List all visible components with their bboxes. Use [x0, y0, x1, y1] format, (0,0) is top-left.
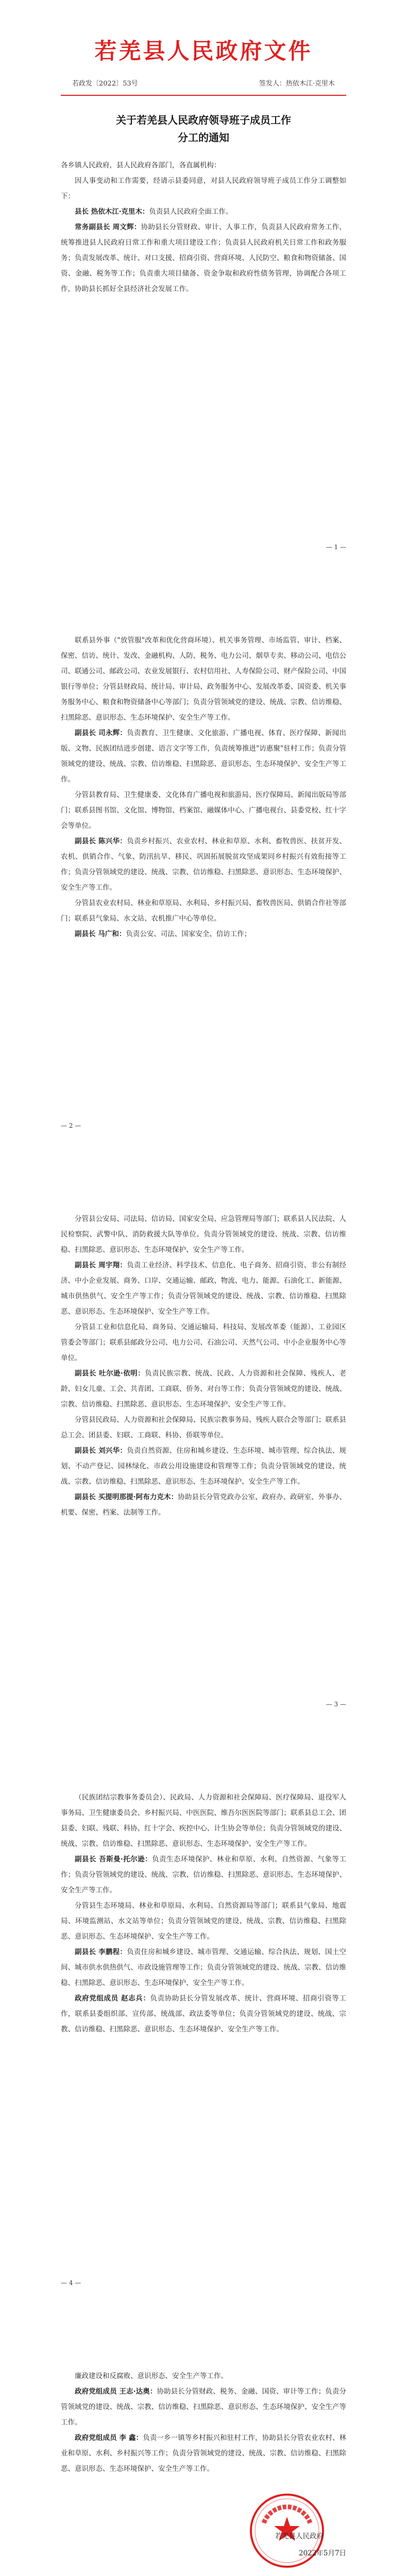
paragraph	[61, 2368, 346, 2384]
paragraph-text: （民族团结宗教事务委员会）、民政局、人力资源和社会保障局、医疗保障局、退役军人事务局、卫生健康委员会、乡村振兴局、中医医院、维吾尔医医院等部门；联系县总工会、团县委、妇联、残联、科协、红十字会、疾控中心、计生协会等单位；负责分管领域党的建设、统战、宗教、信访维稳、扫黑除恶、意识形态、生态环境保护、安全生产等工作。	[61, 1793, 346, 1848]
paragraph	[61, 1258, 346, 1319]
paragraph	[61, 2430, 346, 2477]
paragraph-lead: 副县长 买提明那提·阿布力克木：	[75, 1493, 178, 1501]
paragraph-text: 负责工业经济、科学技术、信息化、电子商务、招商引资、非公有制经济、中小企业发展、商务、口岸、交通运输、邮政、物流、电力、能源、石油化工、新能源、城市供热供气、安全生产等工作；负责分管领域党的建设、统战、宗教、信访维稳、扫黑除恶、意识形态、生态环境保护、安全生产等工作。	[61, 1261, 347, 1316]
paragraph-text: 负责县人民政府全面工作。	[149, 208, 233, 216]
page-number: — 2 —	[61, 1122, 81, 1129]
paragraph-text: 分管县农业农村局、林业和草原局、水利局、乡村振兴局、畜牧兽医局、供销合作社等部门；联系县气象局、水文站、农机推广中心等单位。	[61, 899, 346, 923]
paragraph	[61, 204, 346, 219]
paragraph	[61, 1319, 346, 1366]
paragraph-text: 分管县民政局、人力资源和社会保障局、民族宗教事务局、残疾人联合会等部门；联系县总工会、团县委、妇联、工商联、科协、侨联等单位。	[61, 1416, 346, 1439]
paragraph-text: 负责住房和城乡建设、城市管理、交通运输、综合执法、规划、国土空间、城市供水供热供气、市政设施管理等工作；负责分管领域党的建设、统战、宗教、信访维稳、扫黑除恶、意识形态、生态环境保护、安全生产等工作。	[61, 1948, 347, 1987]
paragraph	[61, 2384, 346, 2430]
paragraph-text: 廉政建设和反腐败、意识形态、安全生产等工作。	[75, 2372, 228, 2380]
paragraph-text: 协助县长分管财政、税务、金融、国资、审计等工作；负责分管领域党的建设、统战、宗教、信访维稳、扫黑除恶、意识形态、生态环境保护、安全生产等工作。	[61, 2387, 346, 2427]
paragraph	[61, 633, 346, 725]
paragraph-lead: 副县长 司永辉：	[75, 729, 127, 737]
paragraph-text: 负责教育、卫生健康、文化旅游、广播电视、体育、医疗保障、新闻出版、文物、民族团结进步创建、语言文字等工作，负责统筹推进"访惠聚"驻村工作；负责分管领域党的建设、统战、宗教、信访维稳、扫黑除恶、意识形态、生态环境保护、安全生产等工作。	[61, 729, 347, 784]
document-number: 若政发〔2022〕53号	[72, 80, 138, 88]
page-number: — 3 —	[326, 1701, 346, 1708]
document-signer: 签发人：热依木江·克里木	[259, 80, 335, 88]
paragraph-lead: 副县长 吐尔逊·依明：	[75, 1369, 145, 1378]
page-5	[0, 2314, 407, 2576]
paragraph	[61, 1211, 346, 1258]
paragraph	[61, 1852, 346, 1898]
paragraph-lead: 政府党组成员 赵志兵：	[75, 1994, 150, 2003]
paragraph-lead: 副县长 马广和：	[75, 930, 126, 938]
paragraph	[61, 158, 346, 173]
page-1-body	[61, 158, 346, 297]
document-header-title: 若羌县人民政府文件	[94, 39, 313, 64]
page-3	[0, 1157, 407, 1736]
page-2-body	[61, 579, 346, 942]
paragraph-text: 负责公安、司法、国家安全、信访工作；	[126, 930, 251, 938]
paragraph-lead: 副县长 周宇翔：	[75, 1261, 127, 1269]
paragraph-text: 分管县生态环境局、林业和草原局、水利局、自然资源局等部门；联系县气象局、地震局、环境监测站、水文站等单位；负责分管领域党的建设、统战、宗教、信访维稳、扫黑除恶、意识形态、生态环境保护、安全生产等工作。	[61, 1902, 346, 1941]
paragraph	[61, 1366, 346, 1412]
paragraph	[61, 173, 346, 204]
paragraph	[61, 1790, 346, 1852]
page-number: — 4 —	[61, 2279, 81, 2286]
paragraph	[61, 834, 346, 895]
paragraph	[61, 725, 346, 787]
paragraph-lead: 政府党组成员 李 鑫：	[75, 2434, 143, 2442]
document-meta	[61, 78, 346, 88]
paragraph	[61, 1991, 346, 2037]
paragraph	[61, 1412, 346, 1443]
paragraph	[61, 895, 346, 926]
paragraph-text: 分管县教育局、卫生健康委、文化体育广播电视和旅游局、医疗保障局、新闻出版局等部门；联系县图书馆、文化馆、博物馆、档案馆、融媒体中心、广播电视台、县委党校、红十字会等单位。	[61, 791, 346, 830]
paragraph-text: 负责生态环境保护、林业和草原、水利、自然资源、气象等工作；负责分管领域党的建设、统战、宗教、信访维稳、扫黑除恶、意识形态、生态环境保护、安全生产等工作。	[61, 1855, 347, 1894]
paragraph-text: 分管县工业和信息化局、商务局、交通运输局、科技局、发展改革委（能源）、工业园区管委会等部门；联系县邮政分公司、电力公司、石油公司、天然气公司、中小企业服务中心等单位。	[61, 1323, 346, 1362]
paragraph	[61, 1489, 346, 1520]
document-title: 关于若羌县人民政府领导班子成员工作 分工的通知	[116, 114, 291, 144]
paragraph-text: 因人事变动和工作需要，经请示县委同意，对县人民政府领导班子成员工作分工调整如下：	[61, 177, 346, 200]
paragraph-text: 各乡镇人民政府，县人民政府各部门，各直属机构：	[61, 161, 221, 170]
paragraph	[61, 1443, 346, 1489]
paragraph-lead: 常务副县长 周文辉：	[75, 223, 141, 231]
page-5-body	[61, 2314, 346, 2477]
paragraph-text: 负责乡村振兴、农业农村、林业和草原、水利、畜牧兽医、扶贫开发、农机、供销合作、气象、防汛抗旱、移民、巩固拓展脱贫攻坚成果同乡村振兴有效衔接等工作；负责分管领域党的建设、统战、宗教、信访维稳、扫黑除恶、意识形态、生态环境保护、安全生产等工作。	[61, 837, 347, 892]
paragraph-lead: 副县长 李鹏程：	[75, 1948, 127, 1956]
paragraph	[61, 1898, 346, 1944]
paragraph-text: 联系县外事（"放管服"改革和优化营商环境）、机关事务管理、市场监管、审计、档案、保密、信访、统计、发改、金融机构、人防、税务、电力公司、烟草专卖、移动公司、电信公司、联通公司、邮政公司、农业发展银行、农村信用社、人寿保险公司、财产保险公司、中国银行等单位；分管县财政局、统计局、审计局、政务服务中心、发展改革委、国资委、机关事务服务中心、粮食和物资储备中心等部门；负责分管领域党的建设、统战、宗教、信访维稳、扫黑除恶、意识形态、生态环境保护、安全生产等工作。	[61, 636, 346, 722]
page-number: — 1 —	[326, 544, 346, 551]
paragraph-text: 协助县长分管党政办公室、政府办、政研室、外事办、机要、保密、档案、法制等工作。	[61, 1493, 347, 1517]
paragraph-text: 负责自然资源、住房和城乡建设、生态环境、城市管理、综合执法、规划、不动产登记、园林绿化、市政公用设施建设和管理等工作；负责分管领域党的建设、统战、宗教、信访维稳、扫黑除恶、意识形态、生态环境保护、安全生产等工作。	[61, 1447, 347, 1486]
paragraph-text: 协助县长分管财政、审计、人事工作，负责县人民政府常务工作，统筹推进县人民政府日常工作和重大项目建设工作；负责县人民政府机关日常工作和政务服务；负责发展改革、统计、对口支援、招商引资、营商环境、人民防空、粮食和物资储备、国资、金融、税务等工作；负责重大项目储备、资金争取和政府性债务管理，协调配合各项工作，协助县长抓好全县经济社会发展工作。	[61, 223, 347, 293]
seal-block	[61, 2492, 346, 2576]
paragraph	[61, 787, 346, 834]
paragraph-text: 负责一乡一镇等乡村振兴和驻村工作，协助县长分管农业农村、林业和草原、水利、乡村振兴等工作；负责分管领域党的建设、统战、宗教、信访维稳、扫黑除恶、意识形态、生态环境保护、安全生产等工作。	[61, 2434, 347, 2473]
page-3-body	[61, 1157, 346, 1520]
paragraph-lead: 政府党组成员 王志·达奥：	[75, 2387, 157, 2396]
paragraph-text: 分管县公安局、司法局、信访局、国家安全局、应急管理局等部门；联系县人民法院、人民检察院、武警中队、消防救援大队等单位。负责分管领域党的建设、统战、宗教、信访维稳、扫黑除恶、意识形态、生态环境保护、安全生产等工作。	[61, 1215, 346, 1254]
page-1	[0, 0, 407, 579]
page-4-body	[61, 1736, 346, 2037]
paragraph	[61, 219, 346, 297]
paragraph-text: 负责协助县长分管发展改革、统计、营商环境、招商引资等工作，联系县委组织部、宣传部、统战部、政法委等单位；负责分管领域党的建设、统战、宗教、信访维稳、扫黑除恶、意识形态、生态环境保护、安全生产等工作。	[61, 1994, 347, 2033]
paragraph	[61, 926, 346, 942]
seal-date: 2022年5月7日	[298, 2549, 346, 2557]
paragraph-lead: 县长 热依木江·克里木：	[75, 208, 149, 216]
page-2	[0, 579, 407, 1157]
page-4	[0, 1736, 407, 2314]
red-divider	[61, 95, 346, 96]
paragraph	[61, 1944, 346, 1991]
paragraph-lead: 副县长 刘兴华：	[75, 1447, 127, 1455]
paragraph-lead: 副县长 吾斯曼·托尔逊：	[75, 1855, 152, 1863]
paragraph-lead: 副县长 陈兴华：	[75, 837, 127, 845]
seal-issuer: 若羌县人民政府	[275, 2532, 324, 2540]
paragraph-text: 负责民族宗教、统战、民政、人力资源和社会保障、残疾人、老龄、妇女儿童、工会、共青团、工商联、侨务、对台等工作；负责分管领域党的建设、统战、宗教、信访维稳、扫黑除恶、意识形态、生态环境保护、安全生产等工作。	[61, 1369, 346, 1409]
